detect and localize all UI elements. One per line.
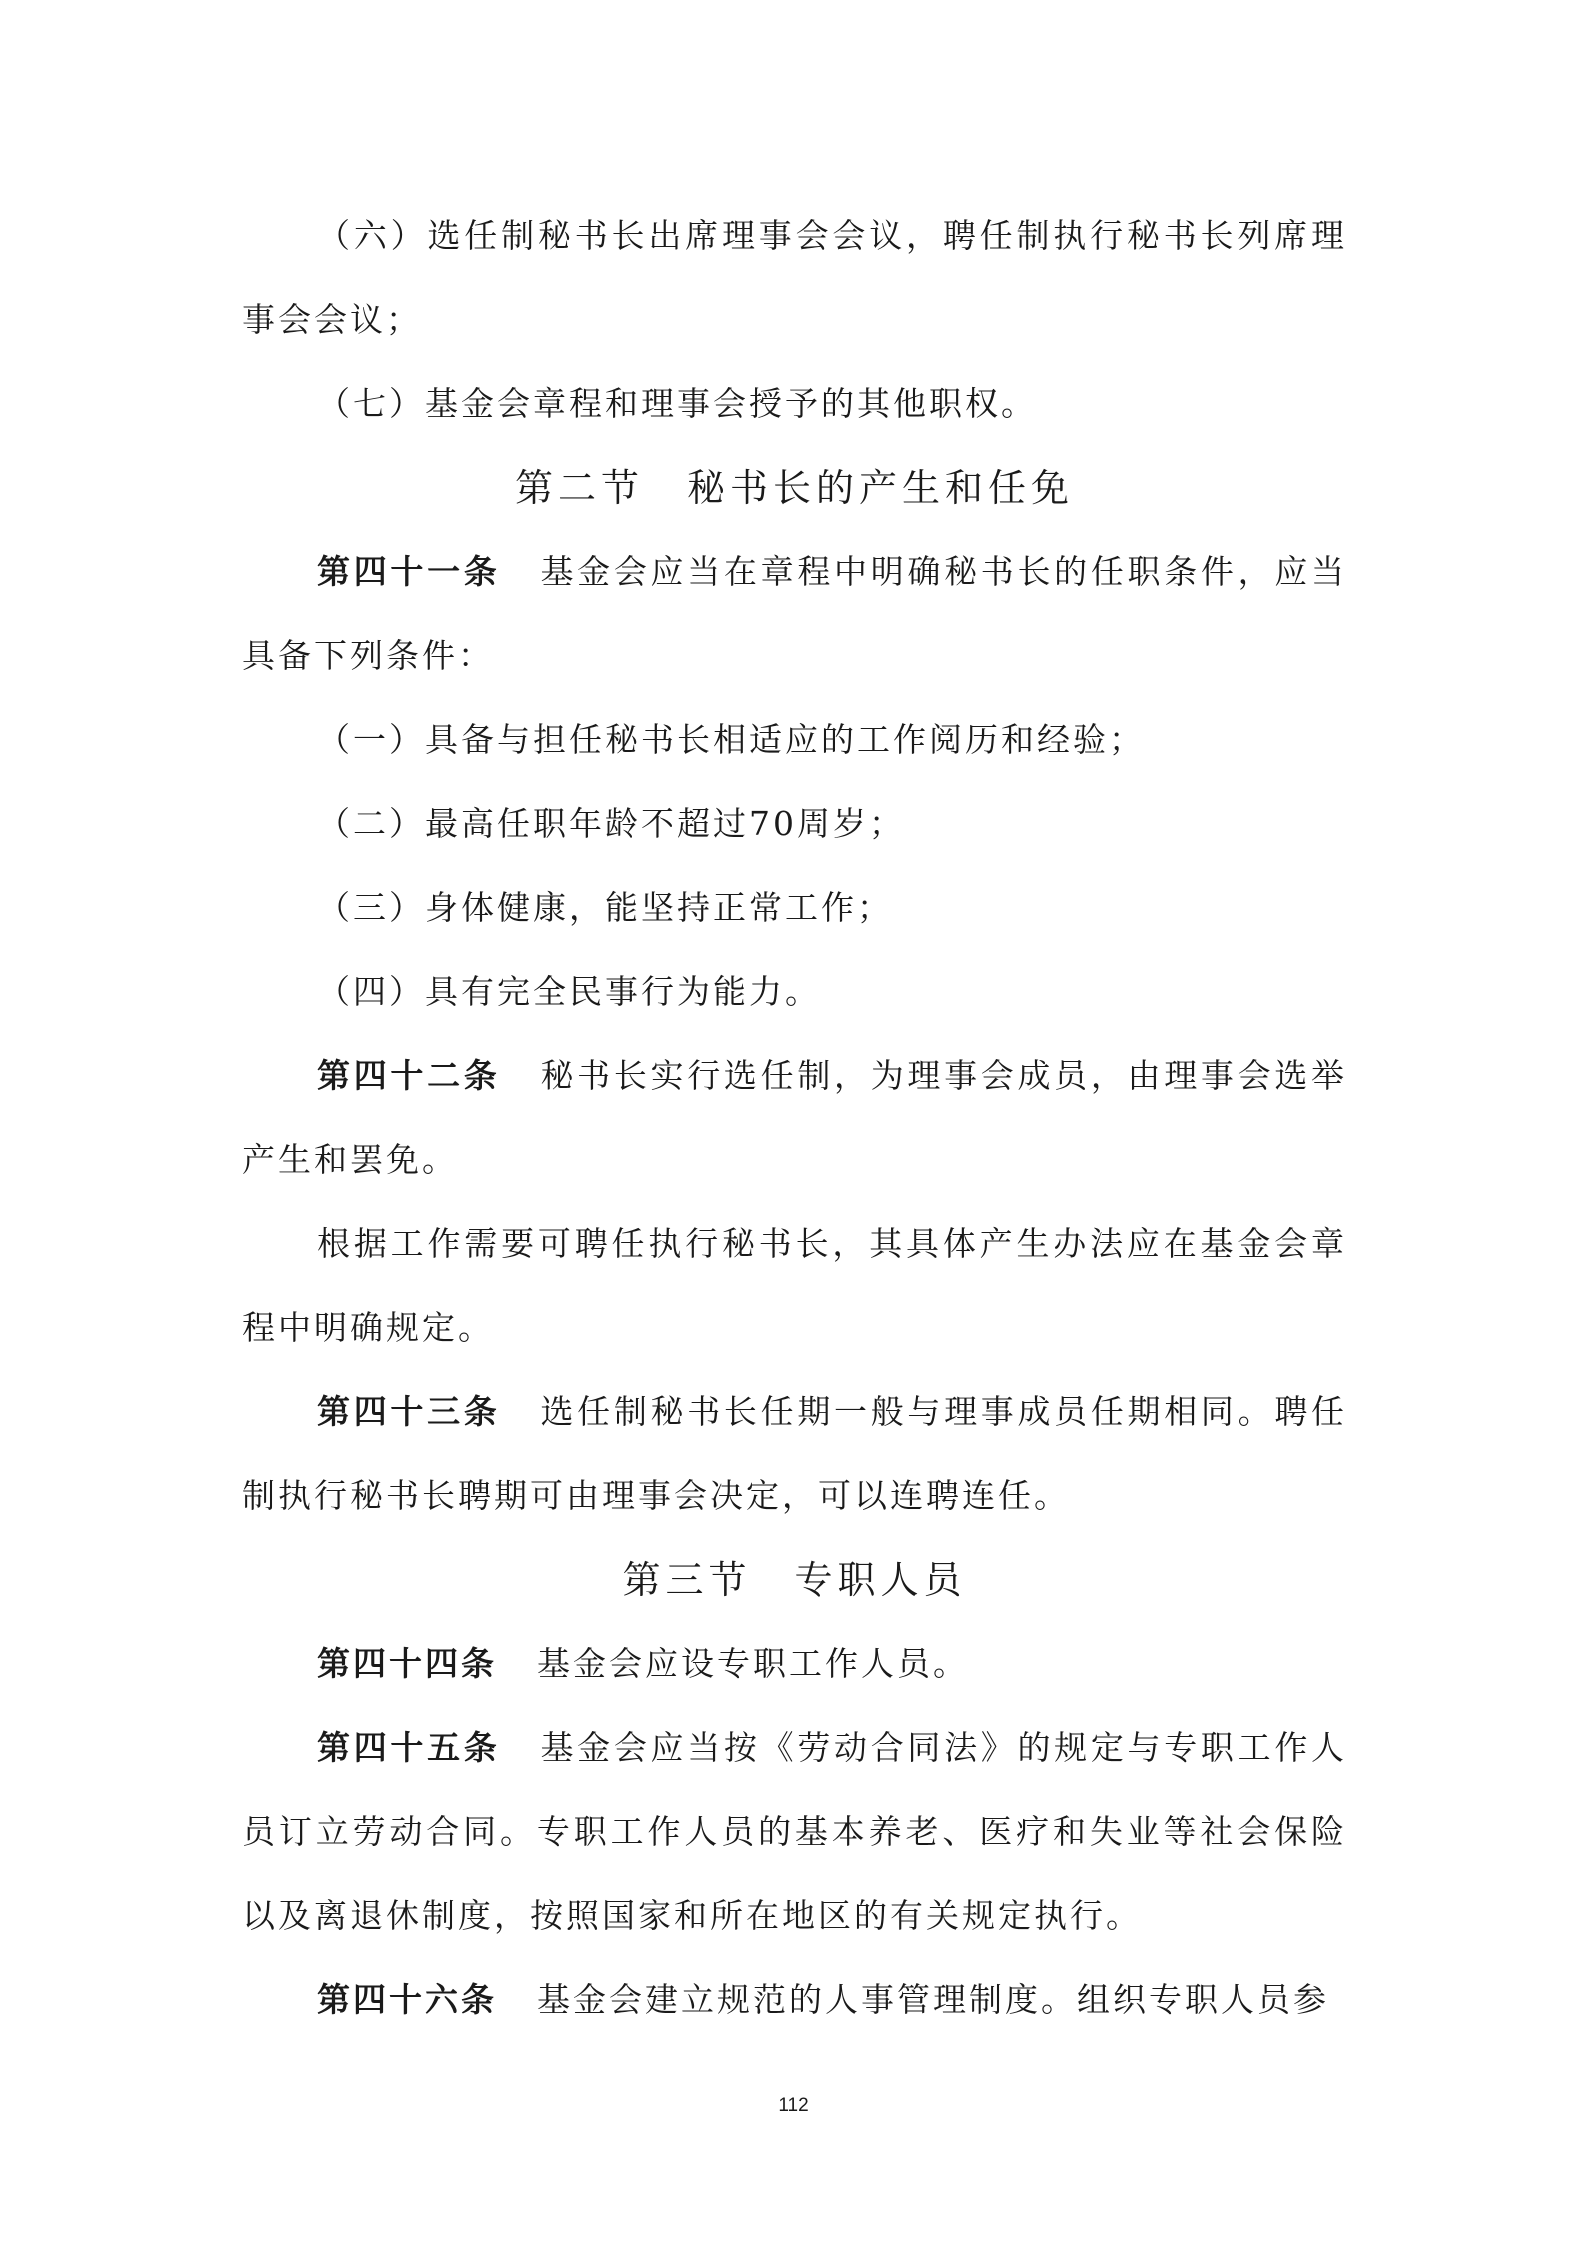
condition-item-4: （四）具有完全民事行为能力。 [317,972,821,1011]
article-number: 第四十一条 [317,552,501,591]
paragraph-item-6: （六）选任制秘书长出席理事会会议，聘任制执行秘书长列席理事会会议； [242,216,1347,339]
paragraph-item-7: （七）基金会章程和理事会授予的其他职权。 [317,384,1037,423]
article-text: 基金会建立规范的人事管理制度。组织专职人员参 [537,1980,1329,2019]
article-text: 秘书长实行选任制，为理事会成员，由理事会选举产生和罢免。 [242,1056,1348,1179]
article-text: 基金会应设专职工作人员。 [537,1644,969,1683]
article-42-paragraph-2: 根据工作需要可聘任执行秘书长，其具体产生办法应在基金会章程中明确规定。 [242,1224,1347,1347]
article-text: 选任制秘书长任期一般与理事成员任期相同。聘任制执行秘书长聘期可由理事会决定，可以连聘连任。 [242,1392,1348,1515]
article-number: 第四十三条 [317,1392,501,1431]
article-text: 基金会应当在章程中明确秘书长的任职条件，应当具备下列条件： [242,552,1348,675]
article-number: 第四十二条 [317,1056,501,1095]
article-text: 基金会应当按《劳动合同法》的规定与专职工作人员订立劳动合同。专职工作人员的基本养老、医疗和失业等社会保险以及离退休制度，按照国家和所在地区的有关规定执行。 [242,1728,1348,1935]
condition-item-1: （一）具备与担任秘书长相适应的工作阅历和经验； [317,720,1145,759]
body-text [242,194,1347,2042]
article-44 [242,1622,1347,1706]
article-43 [242,1370,1347,1538]
article-41 [242,530,1347,698]
section-heading-2: 第二节 秘书长的产生和任免 [514,466,1074,510]
condition-item-2: （二）最高任职年龄不超过70周岁； [317,804,905,843]
page-number: 112 [778,2095,809,2116]
article-45 [242,1706,1347,1958]
article-42 [242,1034,1347,1202]
article-number: 第四十四条 [317,1644,497,1683]
section-heading-3: 第三节 专职人员 [622,1558,967,1602]
article-number: 第四十六条 [317,1980,497,2019]
article-46 [242,1958,1347,2042]
condition-item-3: （三）身体健康，能坚持正常工作； [317,888,893,927]
article-number: 第四十五条 [317,1728,501,1767]
